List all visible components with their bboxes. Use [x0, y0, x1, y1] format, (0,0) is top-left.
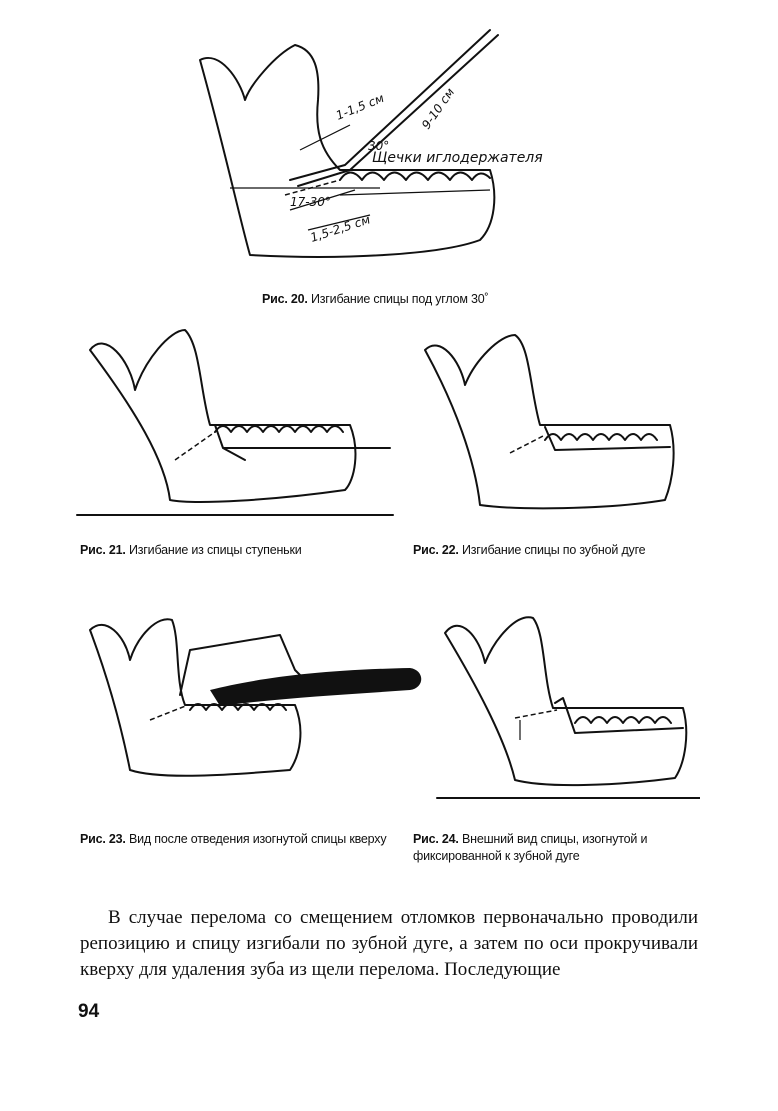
caption-label: Рис. 22. — [413, 543, 459, 557]
figure-20 — [190, 20, 590, 270]
caption-label: Рис. 20. — [262, 292, 308, 306]
figure-21 — [75, 320, 395, 520]
caption-label: Рис. 24. — [413, 832, 459, 846]
figure-20-drawing — [190, 20, 590, 270]
caption-text: Вид после отведения изогнутой спицы кверху — [128, 832, 387, 846]
annotation-angle2: 17-30° — [290, 195, 331, 209]
figure-20-caption — [262, 291, 488, 308]
figure-23-drawing — [80, 610, 425, 785]
caption-text: Изгибание спицы по зубной дуге — [461, 543, 646, 557]
annotation-angle1: 30° — [368, 139, 390, 153]
figure-23 — [80, 610, 425, 785]
annotation-holder: Щечки иглодержателя — [372, 150, 543, 166]
figure-24 — [435, 608, 700, 803]
caption-text: Изгибание спицы под углом 30˚ — [310, 292, 489, 306]
figure-24-drawing — [435, 608, 700, 803]
body-text — [80, 905, 698, 983]
annotation-len2: 9-10 см — [418, 85, 458, 132]
body-paragraph: В случае перелома со смещением отломков первоначально проводили репозицию и спицу изгибали по зубной дуге, а затем по оси прокручивали кверху для удаления зуба из щели перелома. Последующие — [80, 907, 698, 980]
annotation-len3: 1,5-2,5 см — [308, 212, 372, 245]
figure-21-drawing — [75, 320, 395, 520]
annotation-len1: 1-1,5 см — [333, 90, 386, 123]
figure-22-drawing — [415, 325, 695, 515]
figure-23-caption — [80, 831, 390, 848]
caption-text: Изгибание из спицы ступеньки — [128, 543, 302, 557]
caption-label: Рис. 21. — [80, 543, 126, 557]
figure-24-caption — [413, 831, 703, 865]
figure-22 — [415, 325, 695, 515]
figure-21-caption — [80, 542, 302, 559]
figure-22-caption — [413, 542, 645, 559]
page-number: 94 — [78, 1001, 100, 1022]
caption-text: Внешний вид спицы, изогнутой и фиксированной к зубной дуге — [413, 832, 648, 863]
caption-label: Рис. 23. — [80, 832, 126, 846]
